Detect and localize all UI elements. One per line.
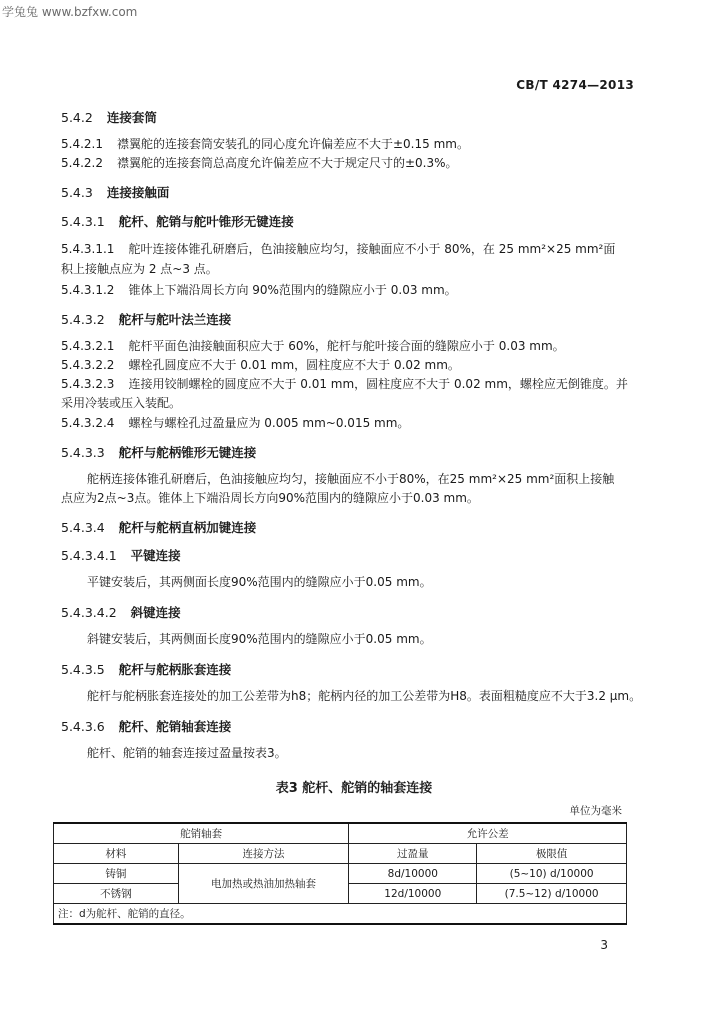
- clause-5-4-3-2-1: [61, 337, 565, 355]
- paragraph-5-4-3-3-line1: 舵柄连接体锥孔研磨后，色油接触应均匀，接触面应不小于80%，在25 mm²×25 mm²面积上接触: [87, 472, 615, 486]
- section-title: 舵杆与舵柄直柄加键连接: [118, 520, 257, 535]
- heading-5-4-3-2: [61, 310, 231, 328]
- section-number: 5.4.3: [61, 185, 93, 200]
- col-header-method: 连接方法: [178, 844, 349, 864]
- cell-interference: 8d/10000: [349, 864, 477, 884]
- table-note: 注：d为舵杆、舵销的直径。: [54, 904, 627, 925]
- table-unit: 单位为毫米: [569, 805, 622, 817]
- cell-limit: (5~10) d/10000: [477, 864, 627, 884]
- clause-5-4-3-1-2: [61, 281, 457, 299]
- clause-text: 襟翼舵的连接套筒总高度允许偏差应不大于规定尺寸的±0.3%。: [116, 156, 458, 170]
- clause-text: 螺栓孔圆度应不大于 0.01 mm，圆柱度应不大于 0.02 mm。: [128, 358, 460, 372]
- paragraph-5-4-3-6: 舵杆、舵销的轴套连接过盈量按表3。: [87, 746, 287, 760]
- section-number: 5.4.3.5: [61, 662, 105, 677]
- heading-5-4-3-4: [61, 518, 256, 536]
- table-caption: 表3 舵杆、舵销的轴套连接: [275, 781, 433, 796]
- clause-text-line1: 连接用铰制螺栓的圆度应不大于 0.01 mm，圆柱度应不大于 0.02 mm，螺栓应无倒锥度。并: [128, 377, 628, 391]
- paragraph-5-4-3-4-1: 平键安装后，其两侧面长度90%范围内的缝隙应小于0.05 mm。: [87, 575, 432, 589]
- section-title: 舵杆、舵销与舵叶锥形无键连接: [118, 214, 294, 229]
- section-number: 5.4.3.4.2: [61, 605, 117, 620]
- col-header-material: 材料: [54, 844, 179, 864]
- group-header-bushing: 舵销轴套: [54, 823, 349, 844]
- clause-5-4-3-1-1: [61, 240, 615, 258]
- clause-5-4-3-2-4: [61, 414, 409, 432]
- section-number: 5.4.3.1: [61, 214, 105, 229]
- table-row: [54, 864, 627, 884]
- clause-number: 5.4.3.2.1: [61, 339, 115, 353]
- table-note-row: [54, 904, 627, 925]
- clause-number: 5.4.3.2.4: [61, 416, 115, 430]
- table-group-header-row: [54, 823, 627, 844]
- heading-5-4-3-3: [61, 443, 256, 461]
- section-title: 连接套筒: [106, 110, 157, 125]
- heading-5-4-3-6: [61, 717, 231, 735]
- clause-number: 5.4.3.2.2: [61, 358, 115, 372]
- clause-5-4-2-2: [61, 154, 458, 172]
- cell-material: 不锈钢: [54, 884, 179, 904]
- table-header-row: [54, 844, 627, 864]
- section-number: 5.4.3.6: [61, 719, 105, 734]
- clause-5-4-3-1-1-cont: 积上接触点应为 2 点~3 点。: [61, 262, 218, 276]
- standard-code: CB/T 4274—2013: [516, 78, 634, 92]
- clause-number: 5.4.3.1.1: [61, 242, 115, 256]
- col-header-interference: 过盈量: [349, 844, 477, 864]
- clause-number: 5.4.3.1.2: [61, 283, 115, 297]
- cell-material: 铸铜: [54, 864, 179, 884]
- clause-number: 5.4.2.1: [61, 137, 103, 151]
- clause-text: 螺栓与螺栓孔过盈量应为 0.005 mm~0.015 mm。: [128, 416, 410, 430]
- section-title: 平键连接: [130, 548, 181, 563]
- paragraph-5-4-3-3-line2: 点应为2点~3点。锥体上下端沿周长方向90%范围内的缝隙应小于0.03 mm。: [61, 491, 479, 505]
- clause-number: 5.4.3.2.3: [61, 377, 115, 391]
- section-title: 舵杆与舵柄锥形无键连接: [118, 445, 257, 460]
- section-title: 舵杆、舵销轴套连接: [118, 719, 232, 734]
- clause-text: 锥体上下端沿周长方向 90%范围内的缝隙应小于 0.03 mm。: [128, 283, 457, 297]
- clause-text: 襟翼舵的连接套筒安装孔的同心度允许偏差应不大于±0.15 mm。: [116, 137, 469, 151]
- section-number: 5.4.3.2: [61, 312, 105, 327]
- section-number: 5.4.3.4.1: [61, 548, 117, 563]
- page-number: 3: [600, 938, 608, 952]
- group-header-tolerance: 允许公差: [349, 823, 627, 844]
- section-title: 舵杆与舵柄胀套连接: [118, 662, 232, 677]
- heading-5-4-3-4-1: [61, 546, 181, 564]
- heading-5-4-3-4-2: [61, 603, 181, 621]
- paragraph-5-4-3-4-2: 斜键安装后，其两侧面长度90%范围内的缝隙应小于0.05 mm。: [87, 632, 432, 646]
- col-header-limit: 极限值: [477, 844, 627, 864]
- clause-5-4-3-2-3: [61, 375, 628, 393]
- table-3: [53, 822, 627, 925]
- heading-5-4-3-1: [61, 212, 294, 230]
- section-number: 5.4.3.4: [61, 520, 105, 535]
- watermark-text: 学兔兔 www.bzfxw.com: [2, 5, 138, 19]
- paragraph-5-4-3-5: 舵杆与舵柄胀套连接处的加工公差带为h8；舵柄内径的加工公差带为H8。表面粗糙度应不大于3.2 μm。: [87, 689, 642, 703]
- cell-method: 电加热或热油加热轴套: [178, 864, 349, 904]
- heading-5-4-3-5: [61, 660, 231, 678]
- clause-text-line1: 舵叶连接体锥孔研磨后，色油接触应均匀，接触面应不小于 80%，在 25 mm²×25 mm²面: [128, 242, 616, 256]
- clause-5-4-3-2-2: [61, 356, 460, 374]
- heading-5-4-3: [61, 183, 169, 201]
- clause-text: 舵杆平面色油接触面积应大于 60%，舵杆与舵叶接合面的缝隙应小于 0.03 mm。: [128, 339, 565, 353]
- clause-5-4-2-1: [61, 135, 469, 153]
- section-title: 斜键连接: [130, 605, 181, 620]
- section-title: 舵杆与舵叶法兰连接: [118, 312, 232, 327]
- heading-5-4-2: [61, 108, 157, 126]
- section-number: 5.4.3.3: [61, 445, 105, 460]
- clause-5-4-3-2-3-cont: 采用冷装或压入装配。: [61, 396, 182, 410]
- cell-limit: (7.5~12) d/10000: [477, 884, 627, 904]
- cell-interference: 12d/10000: [349, 884, 477, 904]
- section-number: 5.4.2: [61, 110, 93, 125]
- section-title: 连接接触面: [106, 185, 170, 200]
- clause-number: 5.4.2.2: [61, 156, 103, 170]
